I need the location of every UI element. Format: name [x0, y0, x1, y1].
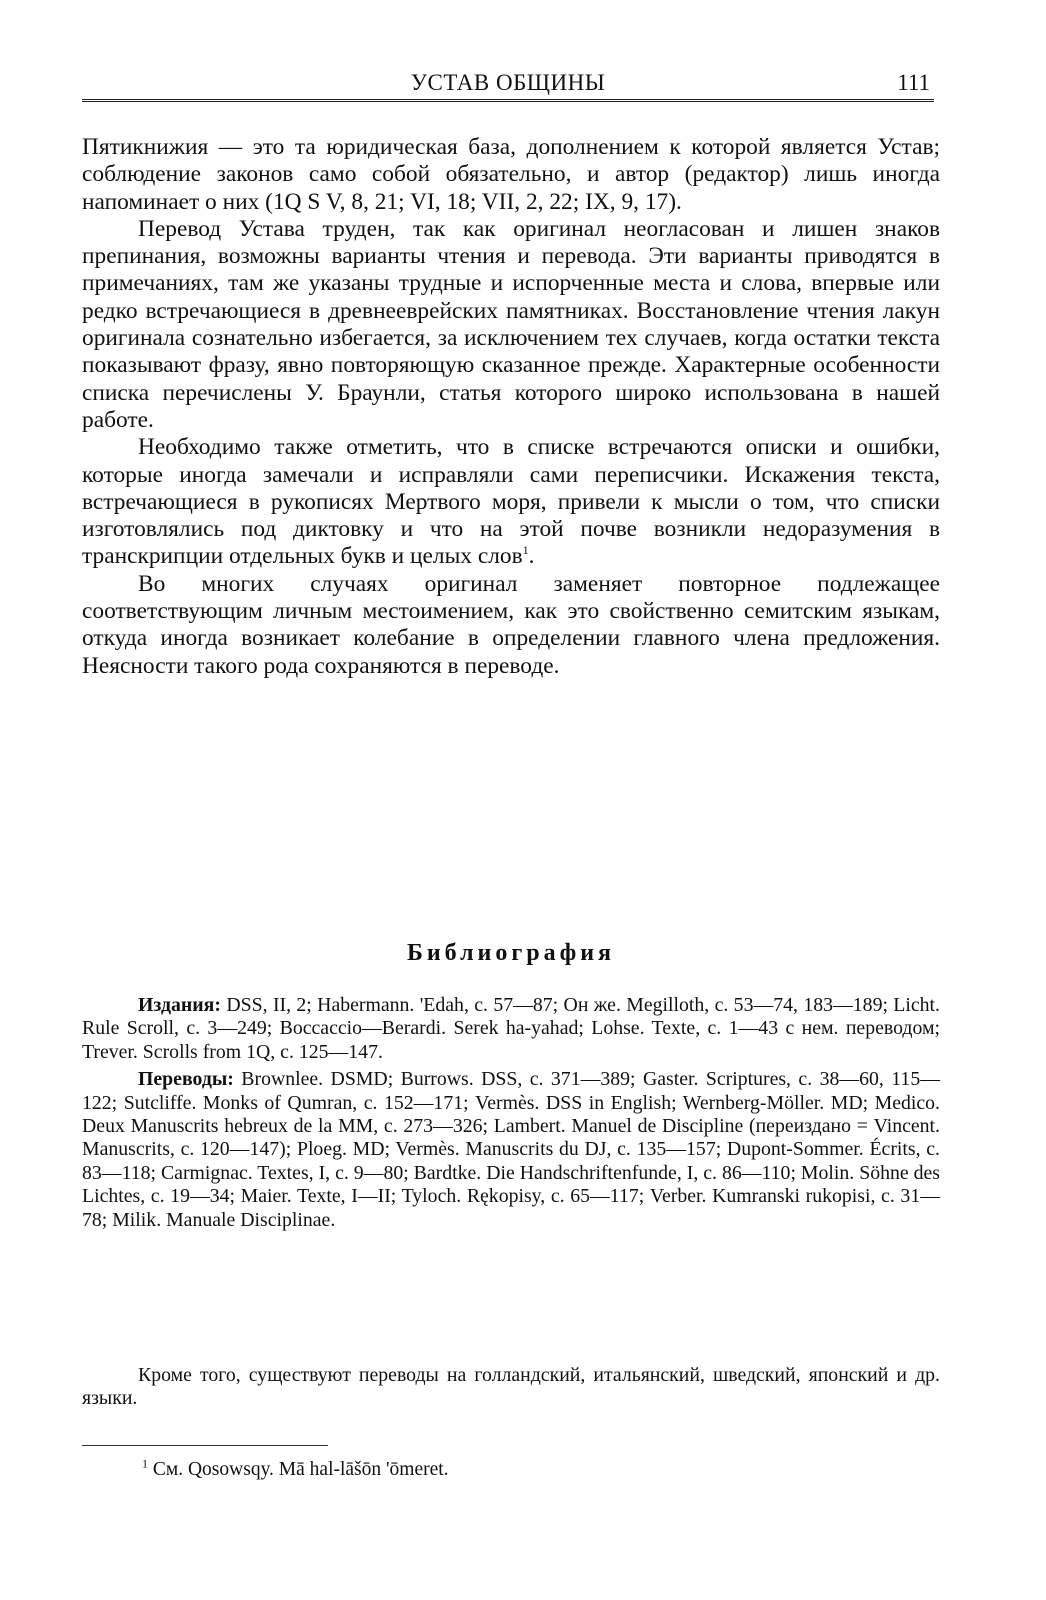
bibliography-editions [82, 994, 940, 1064]
translations-text: Brownlee. DSMD; Burrows. DSS, с. 371—389; Gaster. Scriptures, с. 38—60, 115—122; Sutcliffe. Monks of Qumran, с. 152—171; Vermès. DSS in English; Wernberg-Möller. MD; Medico. Deux Manuscrits hebreux de la MM, с. 273—326; Lambert. Manuel de Discipline (переиздано = Vincent. Manuscrits, с. 120—147); Ploeg. MD; Vermès. Manuscrits du DJ, с. 135—157; Dupont-Sommer. Écrits, с. 83—118; Carmignac. Textes, I, с. 9—80; Bardtke. Die Handschriftenfunde, I, с. 86—110; Molin. Söhne des Lichtes, с. 19—34; Maier. Texte, I—II; Tyloch. Rękopisy, с. 65—117; Verber. Kumranski rukopisi, с. 31—78; Milik. Manuale Disciplinae. [82, 1068, 940, 1231]
paragraph-scribal-errors: Необходимо также отметить, что в списке встречаются описки и ошибки, которые иногда замечали и исправляли сами переписчики. Искажения текста, встречающиеся в рукописях Мертвого моря, привели к мысли о том, что списки изготовлялись под диктовку и что на этой почве возникли недоразумения в транскрипции отдельных букв и целых слов$^1$. [82, 434, 940, 570]
page-number: 111 [897, 70, 930, 95]
paragraph-continuation: Пятикнижия — это та юридическая база, дополнением к которой является Устав; соблюдение законов само собой обязательно, и автор (редактор) лишь иногда напоминает о них (1Q S V, 8, 21; VI, 18; VII, 2, 22; IX, 9, 17). [82, 134, 940, 215]
editions-label: Издания: [138, 994, 221, 1016]
translations-label: Переводы: [138, 1068, 234, 1091]
editions-text: DSS, II, 2; Habermann. 'Edah, с. 57—87; Он же. Megilloth, с. 53—74, 183—189; Licht. Rule Scroll, с. 3—249; Boccaccio—Berardi. Serek ha-yahad; Lohse. Texte, с. 1—43 с нем. переводом; Trever. Scrolls from 1Q, с. 125—147. [82, 994, 941, 1063]
footnote-marker: 1 [142, 1456, 148, 1471]
paragraph-translation-difficulty: Перевод Устава труден, так как оригинал неогласован и лишен знаков препинания, возможны варианты чтения и перевода. Эти варианты приводятся в примечаниях, там же указаны трудные и испорченные места и слова, впервые или редко встречающиеся в древнееврейских памятниках. Восстановление чтения лакун оригинала сознательно избегается, за исключением тех случаев, когда остатки текста показывают фразу, явно повторяющую сказанное прежде. Характерные особенности списка перечислены У. Браунли, статья которого широко использована в нашей работе. [82, 215, 940, 433]
header-rule [82, 99, 934, 102]
footnote-rule [82, 1445, 328, 1446]
bibliography-translations [82, 1068, 940, 1232]
footnote-text: См. Qosowsqy. Mā hal-lāšōn 'ōmeret. [152, 1459, 449, 1480]
paragraph-pronouns: Во многих случаях оригинал заменяет повторное подлежащее соответствующим личным местоимением, как это свойственно семитским языкам, откуда иногда возникает колебание в определении главного члена предложения. Неясности такого рода сохраняются в переводе. [82, 570, 940, 679]
main-text [82, 134, 940, 680]
additional-translations [82, 1364, 940, 1411]
bibliography-list [82, 994, 940, 1236]
bibliography-heading: Библиография [406, 940, 616, 966]
footnote [142, 1458, 902, 1482]
footnote-reference[interactable]: 1 [522, 543, 529, 558]
running-header [82, 66, 934, 100]
additional-translations-text: Кроме того, существуют переводы на голландский, итальянский, шведский, японский и др. языки. [82, 1364, 940, 1410]
running-title: УСТАВ ОБЩИНЫ [410, 70, 606, 95]
